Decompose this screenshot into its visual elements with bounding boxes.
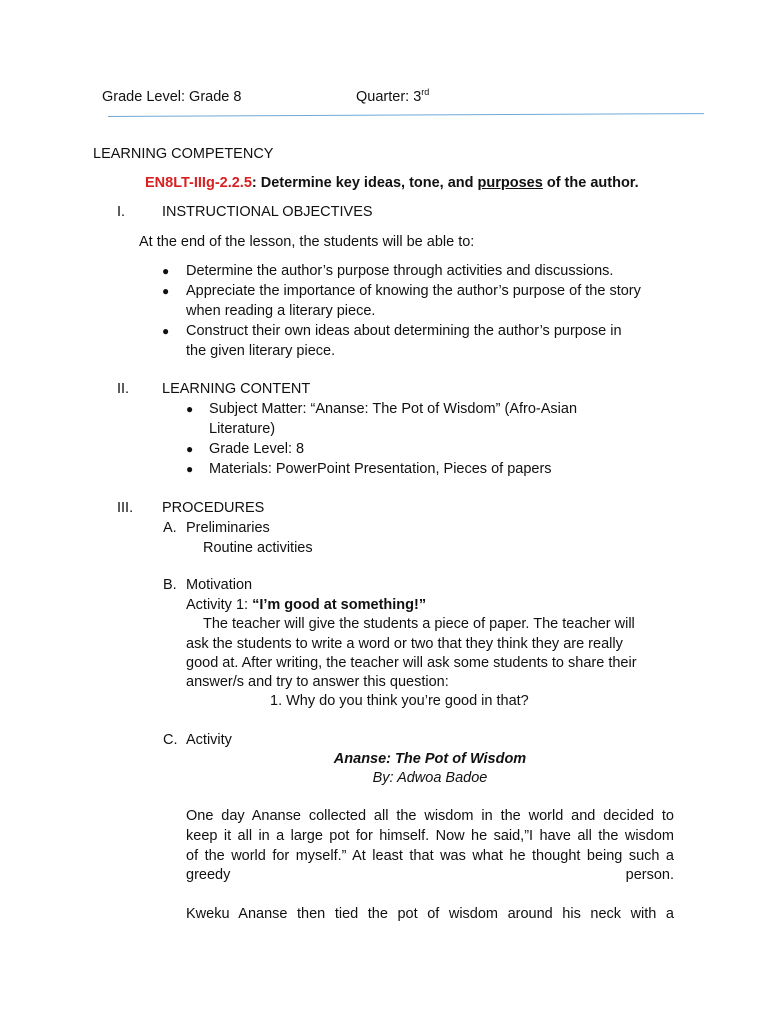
objective-item: Determine the author’s purpose through activities and discussions.: [186, 263, 614, 279]
motivation-question: 1. Why do you think you’re good in that?: [270, 693, 529, 709]
bullet-icon: ●: [186, 442, 194, 456]
objectives-heading: INSTRUCTIONAL OBJECTIVES: [162, 204, 373, 220]
content-item: Materials: PowerPoint Presentation, Pieces of papers: [209, 461, 552, 477]
competency-heading: LEARNING COMPETENCY: [93, 146, 274, 162]
content-heading: LEARNING CONTENT: [162, 381, 311, 397]
content-item: Grade Level: 8: [209, 441, 305, 457]
section-numeral-2: II.: [117, 381, 130, 397]
subsection-a-text: Routine activities: [203, 540, 313, 556]
header-divider: [108, 113, 704, 117]
bullet-icon: ●: [162, 284, 170, 298]
grade-level: Grade Level: Grade 8: [102, 89, 242, 105]
story-line: keep it all in a large pot for himself. Now he said,”I have all the wisdom: [186, 828, 674, 844]
bullet-icon: ●: [162, 264, 170, 278]
section-numeral-3: III.: [117, 500, 134, 516]
motivation-line: ask the students to write a word or two that they think they are really: [186, 636, 623, 652]
objective-item: Construct their own ideas about determining the author’s purpose in: [186, 323, 622, 339]
content-item: Subject Matter: “Ananse: The Pot of Wisdom” (Afro-Asian: [209, 401, 578, 417]
objective-item: Appreciate the importance of knowing the author’s purpose of the story: [186, 283, 641, 299]
objective-item-cont: when reading a literary piece.: [186, 303, 376, 319]
story-line: of the world for myself.” At least that was what he thought being such a: [186, 848, 674, 864]
objectives-intro: At the end of the lesson, the students will be able to:: [139, 234, 475, 250]
content-item-cont: Literature): [209, 421, 276, 437]
motivation-line: answer/s and try to answer this question:: [186, 674, 449, 690]
subsection-a-label: A.: [163, 520, 177, 536]
story-line: Kweku Ananse then tied the pot of wisdom around his neck with a: [186, 906, 674, 922]
subsection-c-title: Activity: [186, 732, 232, 748]
subsection-b-title: Motivation: [186, 577, 253, 593]
procedures-heading: PROCEDURES: [162, 500, 265, 516]
motivation-line: good at. After writing, the teacher will ask some students to share their: [186, 655, 637, 671]
activity-1-heading: Activity 1: “I’m good at something!”: [186, 597, 427, 613]
story-author: By: Adwoa Badoe: [372, 770, 488, 786]
quarter: Quarter: 3rd: [356, 87, 430, 105]
objective-item-cont: the given literary piece.: [186, 343, 336, 359]
bullet-icon: ●: [162, 324, 170, 338]
story-line: One day Ananse collected all the wisdom in the world and decided to: [186, 808, 674, 824]
subsection-c-label: C.: [163, 732, 178, 748]
section-numeral-1: I.: [117, 204, 126, 220]
motivation-line: The teacher will give the students a piece of paper. The teacher will: [203, 616, 635, 632]
story-title: Ananse: The Pot of Wisdom: [333, 751, 527, 767]
story-line-word: person.: [625, 867, 674, 883]
bullet-icon: ●: [186, 462, 194, 476]
subsection-a-title: Preliminaries: [186, 520, 270, 536]
subsection-b-label: B.: [163, 577, 177, 593]
story-line-word: greedy: [186, 867, 231, 883]
competency-code: EN8LT-IIIg-2.2.5: [145, 175, 252, 191]
bullet-icon: ●: [186, 402, 194, 416]
competency-statement: EN8LT-IIIg-2.2.5: Determine key ideas, tone, and purposes of the author.: [145, 175, 639, 191]
